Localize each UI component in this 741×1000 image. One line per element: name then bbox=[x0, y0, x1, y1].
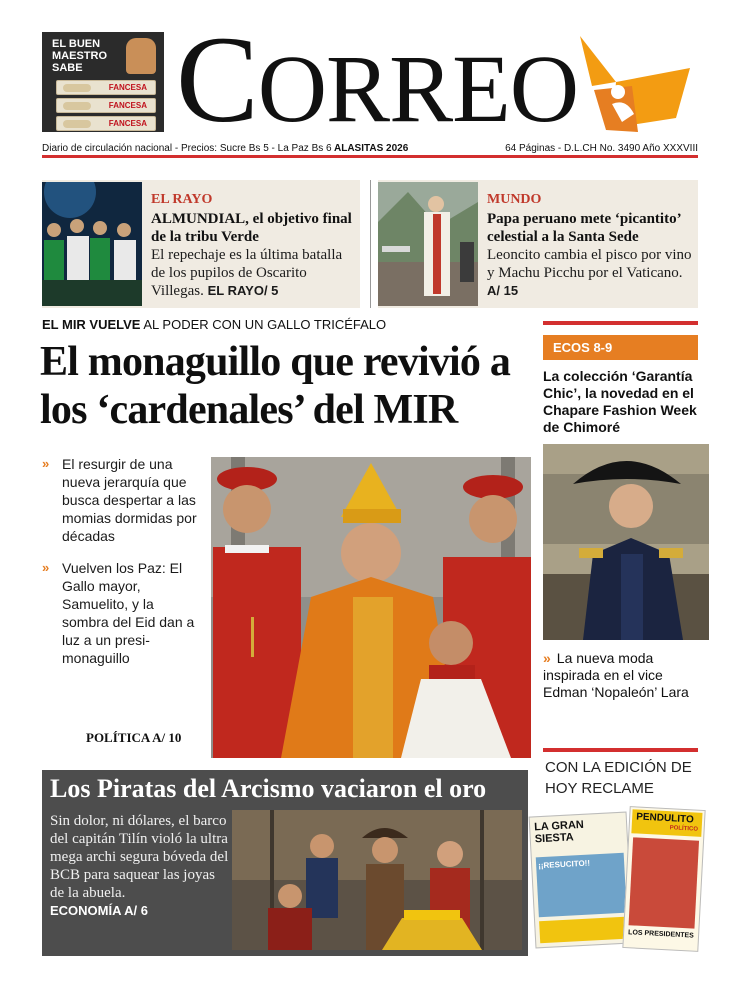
newspaper-logo[interactable] bbox=[176, 11, 579, 151]
ad-cement-bag: FANCESA bbox=[56, 116, 156, 131]
pope-machu-picchu-photo bbox=[378, 182, 478, 306]
main-kicker bbox=[42, 317, 386, 333]
main-bullets bbox=[42, 455, 202, 681]
teaser-headline[interactable]: Papa peruano mete ‘picantito’ celestial a la Santa Sede bbox=[487, 211, 681, 245]
teaser-summary bbox=[487, 246, 695, 300]
teaser-divider bbox=[370, 180, 371, 308]
promo-text: CON LA EDICIÓN DE HOY RECLAME bbox=[545, 759, 692, 797]
cardinals-photo[interactable] bbox=[211, 457, 531, 758]
edition-label: ALASITAS 2026 bbox=[334, 143, 409, 154]
pages-info: 64 Páginas - D.L.CH No. 3490 Año XXXVIII bbox=[505, 143, 698, 154]
ad-cement-bag: FANCESA bbox=[56, 98, 156, 113]
insert-la-gran-siesta[interactable] bbox=[529, 812, 634, 949]
insert-caption: ¡¡RESUCITO!! bbox=[537, 858, 591, 871]
pirates-page-ref[interactable]: ECONOMÍA A/ 6 bbox=[50, 903, 148, 918]
insert-footer-band bbox=[539, 917, 628, 944]
bullet-text: El resurgir de una nueva jerarquía que busca despertar a las momias dormidas por décadas bbox=[62, 456, 197, 544]
logo-rest: ORREO bbox=[257, 35, 579, 142]
teaser-summary-text: El repechaje es la última batalla de los pupilos de Oscarito Villegas. bbox=[151, 247, 343, 299]
main-section-ref[interactable]: POLÍTICA A/ 10 bbox=[86, 730, 182, 745]
teaser-page-ref[interactable]: EL RAYO/ 5 bbox=[207, 283, 279, 298]
bullet-item bbox=[42, 559, 202, 667]
bullet-item bbox=[42, 455, 202, 545]
ad-cement-bag: FANCESA bbox=[56, 80, 156, 95]
insert-pendulito[interactable] bbox=[622, 806, 705, 952]
ad-slogan: EL BUEN MAESTRO SABE bbox=[52, 38, 107, 74]
circulation-info: Diario de circulación nacional - Precios: Sucre Bs 5 - La Paz Bs 6 bbox=[42, 143, 332, 154]
teaser-page-ref[interactable]: A/ 15 bbox=[487, 283, 519, 298]
insert-caption: LOS PRESIDENTES bbox=[627, 929, 694, 940]
bullet-text: Vuelven los Paz: El Gallo mayor, Samuelito, y la sombra del Eid dan a luz a un presi-monaguillo bbox=[62, 560, 195, 666]
pirates-headline[interactable]: Los Piratas del Arcismo vaciaron el oro bbox=[50, 774, 487, 803]
fashion-headline[interactable]: La colección ‘Garantía Chic’, la novedad en el Chapare Fashion Week de Chimoré bbox=[543, 368, 697, 435]
right-column-rule bbox=[543, 321, 698, 325]
ad-hand-icon bbox=[126, 38, 156, 74]
double-chevron-icon: » bbox=[42, 560, 50, 575]
football-team-photo bbox=[42, 182, 142, 306]
pirates-summary-text: Sin dolor, ni dólares, el barco del capitán Tilín violó la ultra mega archi segura bóveda del BCB para saquear las joyas de la abuela. bbox=[50, 813, 229, 901]
pirates-summary bbox=[50, 812, 230, 920]
kicker-bold: EL MIR VUELVE bbox=[42, 317, 141, 332]
logo-initial: C bbox=[176, 11, 258, 148]
main-headline[interactable]: El monaguillo que revivió a los ‘cardenales’ del MIR bbox=[40, 339, 511, 433]
masthead-info-strip bbox=[42, 141, 698, 158]
kicker-rest: AL PODER CON UN GALLO TRICÉFALO bbox=[143, 317, 387, 332]
teaser-headline[interactable]: ALMUNDIAL, el objetivo final de la tribu Verde bbox=[151, 211, 352, 245]
promo-box bbox=[543, 748, 698, 804]
insert-subtitle: POLÍTICO bbox=[669, 825, 699, 833]
insert-portraits bbox=[629, 837, 700, 928]
pirates-photo[interactable] bbox=[232, 810, 522, 950]
section-label: EL RAYO bbox=[151, 192, 213, 207]
fashion-bullet bbox=[543, 650, 703, 701]
fashion-bullet-text: La nueva moda inspirada en el vice Edman ‘Nopaleón’ Lara bbox=[543, 650, 689, 700]
teaser-summary bbox=[151, 246, 356, 300]
teaser-summary-text: Leoncito cambia el pisco por vino y Machu Picchu por el Vaticano. bbox=[487, 247, 692, 281]
ecos-badge[interactable]: ECOS 8-9 bbox=[543, 335, 698, 360]
advertisement-fancesa[interactable] bbox=[42, 32, 164, 132]
napoleon-photo[interactable] bbox=[543, 444, 709, 640]
insert-title: PENDULITO bbox=[635, 811, 695, 826]
double-chevron-icon: » bbox=[543, 650, 551, 666]
insert-title: LA GRAN SIESTA bbox=[533, 818, 585, 846]
double-chevron-icon: » bbox=[42, 456, 50, 471]
correo-bird-icon bbox=[572, 30, 694, 138]
section-label: MUNDO bbox=[487, 192, 542, 207]
